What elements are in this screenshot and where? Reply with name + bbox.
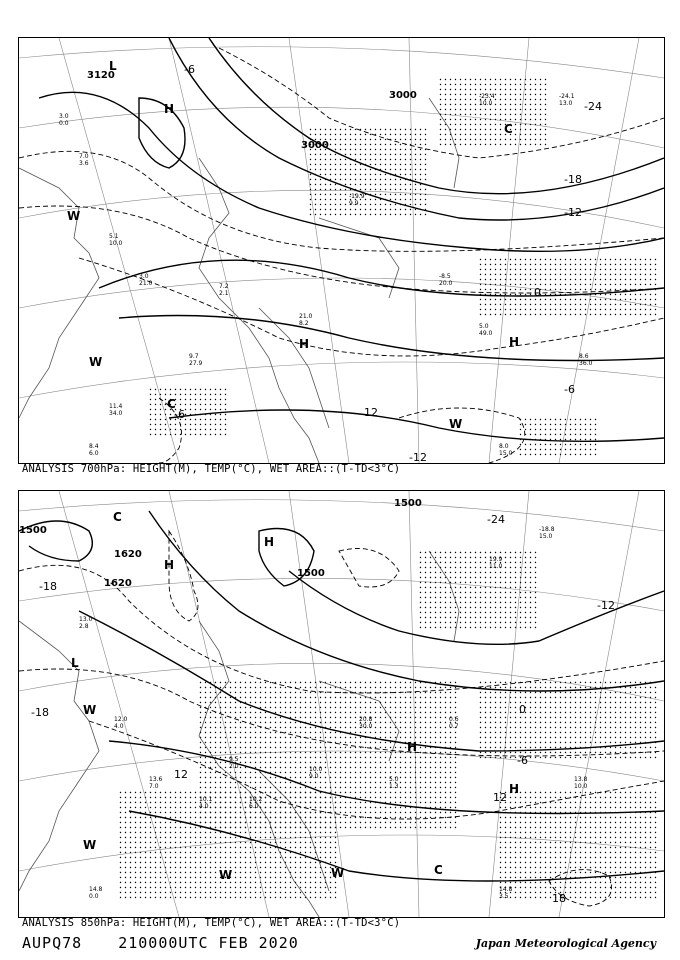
height-label: 1620	[104, 578, 132, 589]
svg-text:-23.4: -23.4	[479, 93, 495, 100]
svg-text:-8.5: -8.5	[439, 273, 451, 280]
temp-label: -6	[184, 63, 195, 76]
svg-text:10.0: 10.0	[109, 240, 123, 247]
temp-label: -12	[409, 451, 427, 463]
svg-text:9.5: 9.5	[229, 756, 239, 763]
svg-text:49.0: 49.0	[479, 330, 493, 337]
svg-text:11.4: 11.4	[109, 403, 123, 410]
height-label: 3000	[301, 140, 329, 151]
svg-text:-19.9: -19.9	[349, 193, 365, 200]
center-label: W	[219, 868, 233, 882]
svg-text:0.0: 0.0	[59, 120, 69, 127]
svg-text:20.0: 20.0	[439, 280, 453, 287]
center-label: C	[167, 397, 176, 411]
svg-text:2.8: 2.8	[79, 623, 89, 630]
temp-label: -6	[517, 754, 528, 767]
wet-area-stipple	[119, 551, 659, 901]
svg-text:1.3: 1.3	[389, 783, 399, 790]
svg-text:21.0: 21.0	[299, 313, 313, 320]
svg-text:10.1: 10.1	[199, 796, 213, 803]
temp-label: -18	[564, 173, 582, 186]
svg-text:3.6: 3.6	[79, 160, 89, 167]
svg-text:34.0: 34.0	[109, 410, 123, 417]
svg-text:8.6: 8.6	[579, 353, 589, 360]
svg-text:7.0: 7.0	[149, 783, 159, 790]
center-label: W	[83, 838, 97, 852]
chart-footer	[22, 934, 325, 952]
center-label: H	[509, 782, 520, 796]
temp-label: 12	[364, 406, 378, 419]
center-label: L	[109, 59, 117, 73]
center-label: C	[434, 863, 443, 877]
svg-text:10.0: 10.0	[309, 766, 323, 773]
map-700hpa-canvas	[19, 38, 664, 463]
svg-text:14.8: 14.8	[89, 886, 103, 893]
svg-text:10.0: 10.0	[574, 783, 588, 790]
svg-text:27.9: 27.9	[189, 360, 203, 367]
temp-label: 12	[493, 791, 507, 804]
map-panel-850hpa	[18, 490, 665, 918]
temp-label: -24	[487, 513, 505, 526]
height-label: 3000	[389, 90, 417, 101]
svg-text:9.7: 9.7	[189, 353, 199, 360]
temp-label: 0	[534, 286, 541, 299]
svg-text:9.0: 9.0	[309, 773, 319, 780]
center-label: H	[407, 740, 418, 754]
svg-text:11.0: 11.0	[489, 563, 503, 570]
height-label: 1500	[394, 498, 422, 509]
agency-credit: Japan Meteorological Agency	[475, 937, 656, 950]
svg-text:6.0: 6.0	[89, 450, 99, 457]
svg-text:15.0: 15.0	[499, 450, 513, 457]
temp-label: -12	[564, 206, 582, 219]
temp-label: -6	[174, 408, 185, 421]
svg-text:0.7: 0.7	[449, 723, 459, 730]
svg-text:4.0: 4.0	[114, 723, 124, 730]
svg-text:7.2: 7.2	[219, 283, 229, 290]
center-label: L	[71, 656, 79, 670]
map-850hpa-canvas	[19, 491, 664, 917]
center-label: W	[331, 866, 345, 880]
chart-code: AUPQ78	[22, 934, 83, 952]
svg-text:8.4: 8.4	[89, 443, 99, 450]
svg-text:5.0: 5.0	[479, 323, 489, 330]
height-label-group	[19, 498, 422, 589]
temp-label: -18	[39, 580, 57, 593]
svg-text:5.0: 5.0	[389, 776, 399, 783]
svg-text:3.0: 3.0	[139, 273, 149, 280]
svg-text:3.5: 3.5	[499, 893, 509, 900]
center-label: C	[113, 510, 122, 524]
svg-text:13.8: 13.8	[574, 776, 588, 783]
svg-text:19.9: 19.9	[489, 556, 503, 563]
center-label: H	[164, 558, 175, 572]
svg-text:9.9: 9.9	[349, 200, 359, 207]
svg-text:3.0: 3.0	[59, 113, 69, 120]
height-label: 1500	[297, 568, 325, 579]
svg-text:13.0: 13.0	[79, 616, 93, 623]
svg-text:36.0: 36.0	[579, 360, 593, 367]
svg-text:30.0: 30.0	[359, 723, 373, 730]
svg-text:14.8: 14.8	[499, 886, 513, 893]
map-panel-700hpa	[18, 37, 665, 464]
center-label: H	[264, 535, 275, 549]
svg-text:2.0: 2.0	[229, 763, 239, 770]
svg-text:6.0: 6.0	[249, 803, 259, 810]
svg-text:-24.1: -24.1	[559, 93, 575, 100]
center-label: H	[164, 102, 175, 116]
panel-caption-700hpa: ANALYSIS 700hPa: HEIGHT(M), TEMP(°C), WET AREA::(T-TD<3°C)	[22, 463, 401, 475]
center-label: H	[299, 337, 310, 351]
center-label: W	[89, 355, 103, 369]
svg-text:8.2: 8.2	[299, 320, 309, 327]
temp-label: 0	[519, 703, 526, 716]
svg-text:20.8: 20.8	[359, 716, 373, 723]
svg-text:8.0: 8.0	[499, 443, 509, 450]
svg-text:13.0: 13.0	[559, 100, 573, 107]
svg-text:12.0: 12.0	[114, 716, 128, 723]
temp-label: -12	[597, 599, 615, 612]
height-label: 1620	[114, 549, 142, 560]
center-label: C	[504, 122, 513, 136]
height-label: 3120	[87, 70, 115, 81]
isotherms	[19, 48, 664, 463]
center-label: W	[67, 209, 81, 223]
temp-label: -18	[31, 706, 49, 719]
svg-text:13.6: 13.6	[149, 776, 163, 783]
height-label: 1500	[19, 525, 47, 536]
svg-text:0.6: 0.6	[449, 716, 459, 723]
valid-time: 210000UTC FEB 2020	[118, 934, 299, 952]
svg-text:5.1: 5.1	[109, 233, 119, 240]
panel-caption-850hpa: ANALYSIS 850hPa: HEIGHT(M), TEMP(°C), WET AREA::(T-TD<3°C)	[22, 917, 401, 929]
center-label: W	[449, 417, 463, 431]
svg-text:10.0: 10.0	[479, 100, 493, 107]
svg-text:21.0: 21.0	[139, 280, 153, 287]
center-label: H	[509, 335, 520, 349]
temp-label: 12	[174, 768, 188, 781]
svg-text:15.0: 15.0	[539, 533, 553, 540]
svg-text:4.0: 4.0	[199, 803, 209, 810]
svg-text:2.1: 2.1	[219, 290, 229, 297]
svg-text:0.0: 0.0	[89, 893, 99, 900]
temp-label: 18	[552, 892, 566, 905]
svg-text:7.0: 7.0	[79, 153, 89, 160]
temp-label: -24	[584, 100, 602, 113]
wet-area-stipple	[149, 78, 659, 458]
svg-text:10.2: 10.2	[249, 796, 263, 803]
temp-label: -6	[564, 383, 575, 396]
center-label: W	[83, 703, 97, 717]
svg-text:-18.8: -18.8	[539, 526, 555, 533]
